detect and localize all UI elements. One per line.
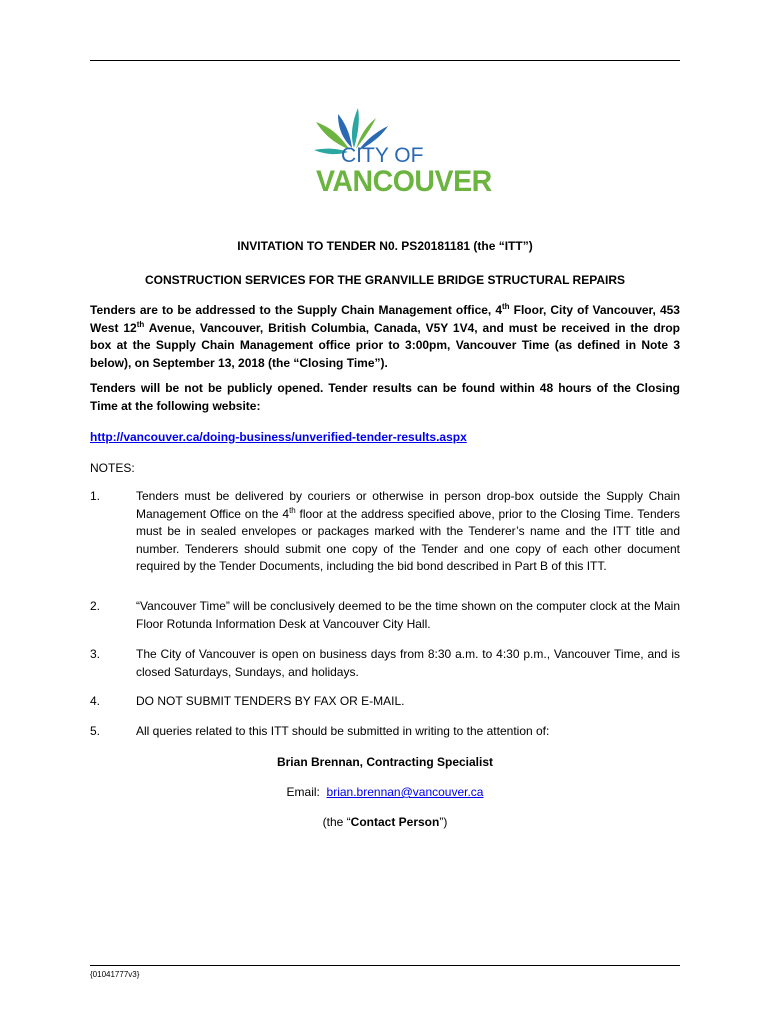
results-website-link-wrap <box>90 429 467 447</box>
contact-email-line <box>90 784 680 802</box>
document-title: INVITATION TO TENDER N0. PS20181181 (the “ITT”) <box>237 239 533 253</box>
document-subtitle: CONSTRUCTION SERVICES FOR THE GRANVILLE BRIDGE STRUCTURAL REPAIRS <box>144 273 626 287</box>
document-reference-code: {01041777v3} <box>90 970 140 979</box>
note-5-text: All queries related to this ITT should be submitted in writing to the attention of: <box>136 724 550 738</box>
note-5-number: 5. <box>90 724 101 738</box>
note-2-number: 2. <box>90 599 101 613</box>
tender-address-paragraph: Tenders are to be addressed to the Supply Chain Management office, 4th Floor, City of Vancouver, 453 West 12th Avenue, Vancouver, British Columbia, Canada, V5Y 1V4, and must be received in the drop box at the Supply Chain Management office prior to 3:00pm, Vancouver Time (as defined in Note 3 below), on September 13, 2018 (the “Closing Time”). <box>90 302 680 370</box>
note-2-text: “Vancouver Time” will be conclusively deemed to be the time shown on the computer clock at the Main Floor Rotunda Information Desk at Vancouver City Hall. <box>136 599 680 631</box>
logo-line-city-of: CITY OF <box>341 144 424 167</box>
logo-line-vancouver: VANCOUVER <box>316 165 492 198</box>
note-1-number: 1. <box>90 489 101 503</box>
notes-heading: NOTES: <box>90 461 135 475</box>
city-of-vancouver-logo <box>290 104 490 202</box>
contact-email-label: Email: <box>286 785 320 799</box>
contact-person-note: (the “Contact Person”) <box>322 815 448 829</box>
note-3-number: 3. <box>90 647 101 661</box>
tender-opening-paragraph: Tenders will be not be publicly opened. Tender results can be found within 48 hours of the Closing Time at the following website: <box>90 381 680 413</box>
header-rule <box>90 60 680 61</box>
note-1-text: Tenders must be delivered by couriers or otherwise in person drop-box outside the Supply Chain Management Office on the 4th floor at the address specified above, prior to the Closing Time. Tenders must be in sealed envelopes or packages marked with the Tenderer’s name and the ITT title and number. Tenderers should submit one copy of the Tender and one copy of each other document required by the Tender Documents, including the bid bond described in Part B of this ITT. <box>136 489 680 573</box>
results-website-link[interactable]: http://vancouver.ca/doing-business/unverified-tender-results.aspx <box>90 430 467 444</box>
note-4-number: 4. <box>90 694 101 708</box>
note-3-text: The City of Vancouver is open on business days from 8:30 a.m. to 4:30 p.m., Vancouver Time, and is closed Saturdays, Sundays, and holidays. <box>136 647 680 679</box>
contact-name: Brian Brennan, Contracting Specialist <box>276 755 494 769</box>
contact-email-link[interactable]: brian.brennan@vancouver.ca <box>326 785 484 799</box>
note-4-text: DO NOT SUBMIT TENDERS BY FAX OR E-MAIL. <box>136 694 405 708</box>
footer-rule <box>90 965 680 966</box>
